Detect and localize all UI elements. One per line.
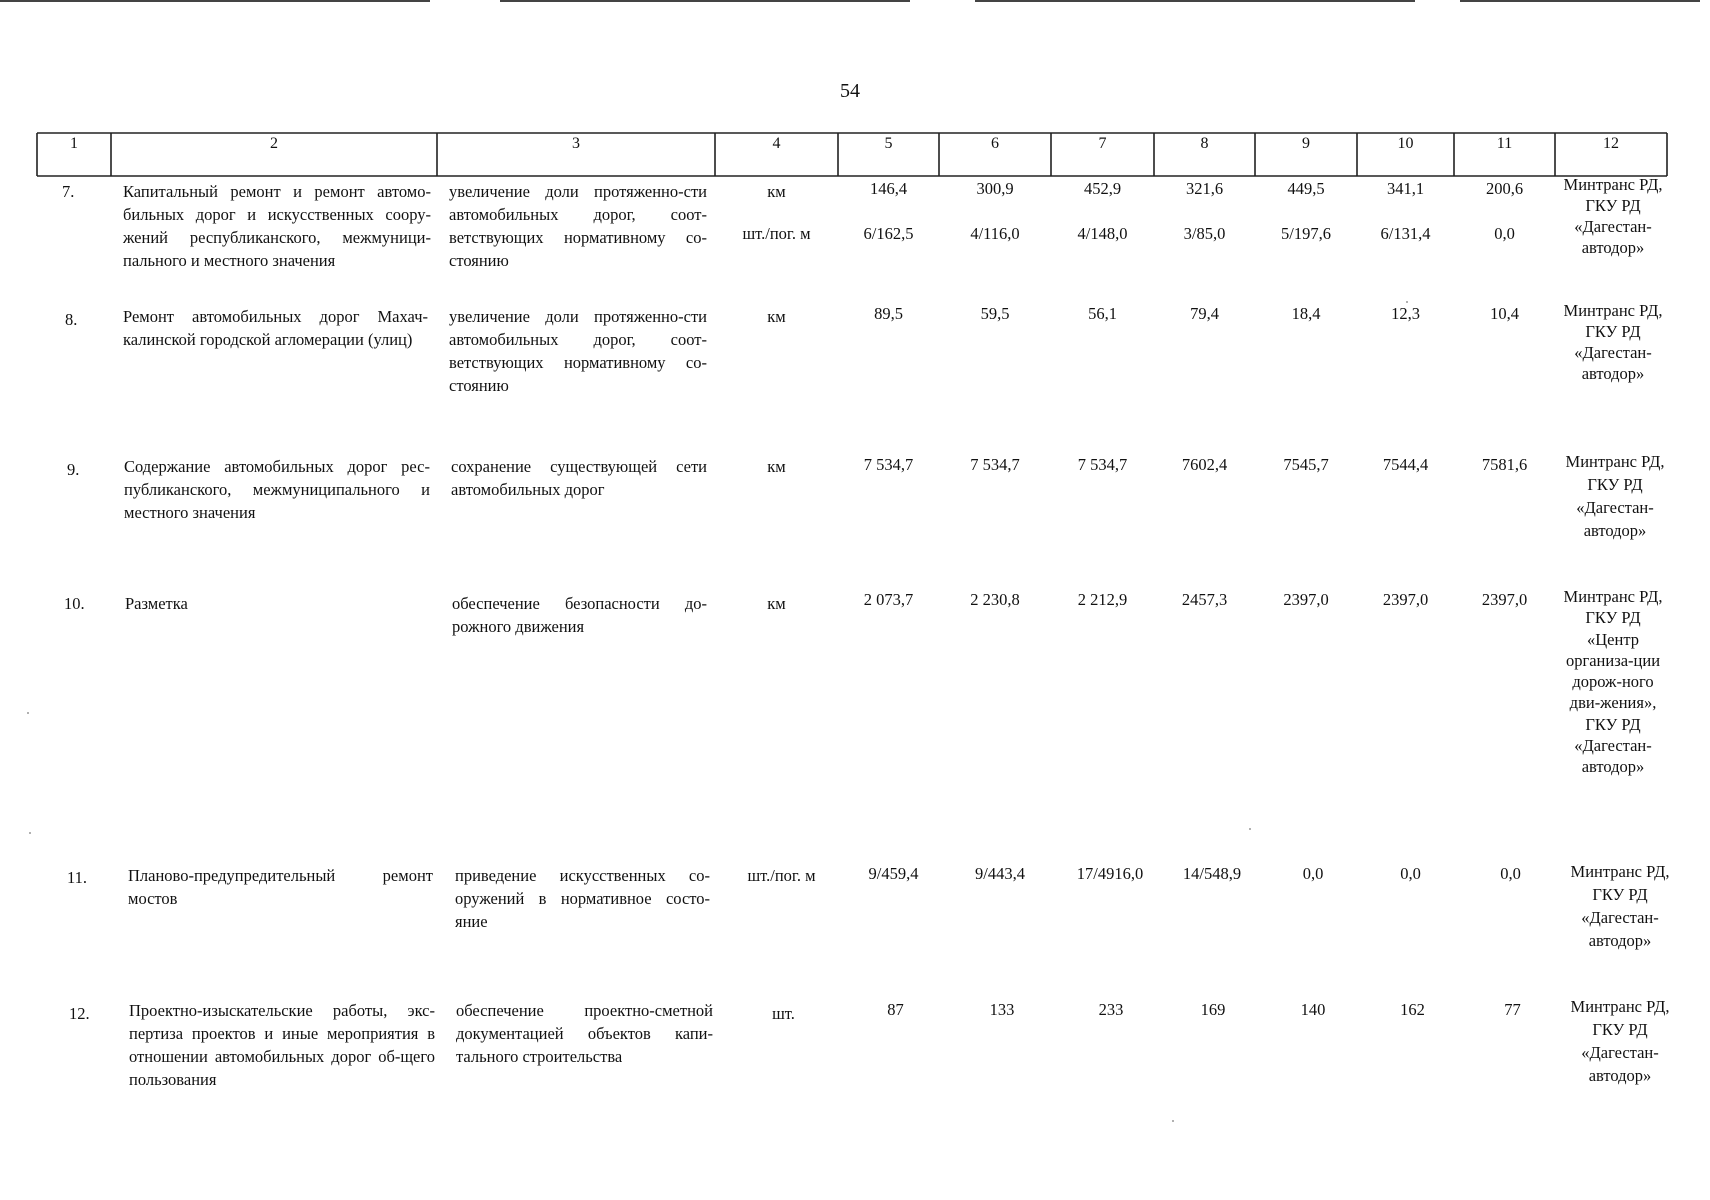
column-header-3: 3	[572, 135, 580, 152]
scan-speck	[27, 712, 29, 714]
row-goal: приведение искусственных со-оружений в нормативное состо-яние	[455, 866, 710, 931]
value-2023: 449,5	[1287, 179, 1325, 198]
value-2019: 7 534,7	[863, 455, 914, 474]
row-goal: сохранение существующей сети автомобильных дорог	[451, 457, 707, 499]
row-executor: Минтранс РД, ГКУ РД «Центр организа-ции дорож-ного дви-жения», ГКУ РД «Дагестан-автодор»	[1563, 587, 1663, 777]
row-unit: шт.	[772, 1004, 795, 1023]
value-2019: 89,5	[874, 304, 903, 323]
value-2020-secondary: 4/116,0	[970, 224, 1020, 243]
value-2019: 87	[887, 1000, 904, 1019]
value-2020: 9/443,4	[975, 864, 1025, 883]
row-number: 8.	[65, 310, 78, 329]
value-2025: 200,6	[1485, 179, 1524, 198]
row-unit: км	[767, 457, 786, 476]
column-header-7: 7	[1098, 135, 1107, 152]
scan-speck	[1249, 828, 1251, 830]
row-name: Разметка	[125, 594, 188, 613]
row-number: 7.	[62, 182, 75, 201]
row-unit: км	[767, 594, 786, 613]
scan-speck	[29, 832, 31, 834]
row-executor: Минтранс РД, ГКУ РД «Дагестан-автодор»	[1565, 452, 1665, 540]
row-name: Ремонт автомобильных дорог Махач-калинской городской агломерации (улиц)	[123, 307, 428, 349]
row-goal: обеспечение проектно-сметной документацией объектов капи-тального строительства	[456, 1001, 713, 1066]
row-unit: км	[767, 307, 786, 326]
value-2020: 7 534,7	[970, 455, 1020, 474]
row-number: 10.	[64, 594, 85, 613]
value-2020: 300,9	[976, 179, 1014, 198]
value-2022: 321,6	[1185, 179, 1224, 198]
value-2019-secondary: 6/162,5	[863, 224, 914, 243]
value-2025: 77	[1504, 1000, 1521, 1019]
value-2024: 12,3	[1391, 304, 1420, 323]
column-header-6: 6	[991, 135, 999, 152]
value-2021: 7 534,7	[1077, 455, 1128, 474]
value-2023: 0,0	[1302, 864, 1324, 883]
page-number: 54	[840, 80, 860, 102]
value-2021: 2 212,9	[1077, 590, 1128, 609]
row-number: 11.	[67, 868, 88, 887]
row-name: Капитальный ремонт и ремонт автомо-бильных дорог и искусственных соору-жений республиканского, межмуници-пального и местного значения	[123, 182, 431, 270]
row-unit-secondary: шт./пог. м	[742, 224, 811, 243]
column-header-1: 1	[70, 135, 78, 152]
row-name: Содержание автомобильных дорог рес-публиканского, межмуниципального и местного значения	[124, 457, 430, 522]
row-goal: увеличение доли протяженно-сти автомобильных дорог, соот-ветствующих нормативному со-стоянию	[449, 182, 707, 270]
row-unit: км	[767, 182, 786, 201]
value-2020: 59,5	[980, 304, 1010, 323]
value-2020: 2 230,8	[970, 590, 1020, 609]
value-2024-secondary: 6/131,4	[1380, 224, 1431, 243]
row-name: Проектно-изыскательские работы, экс-пертиза проектов и иные мероприятия в отношении автомобильных дорог об-щего пользования	[129, 1001, 435, 1089]
value-2024: 162	[1400, 1000, 1425, 1019]
value-2021: 17/4916,0	[1076, 864, 1144, 883]
column-header-5: 5	[884, 135, 893, 152]
value-2023: 7545,7	[1283, 455, 1329, 474]
value-2019: 146,4	[869, 179, 908, 198]
value-2022: 169	[1200, 1000, 1226, 1019]
value-2025: 10,4	[1490, 304, 1519, 323]
value-2024: 341,1	[1386, 179, 1425, 198]
value-2025-secondary: 0,0	[1494, 224, 1515, 243]
scan-speck	[1172, 1120, 1174, 1122]
value-2022: 2457,3	[1181, 590, 1228, 609]
row-executor: Минтранс РД, ГКУ РД «Дагестан-автодор»	[1570, 997, 1670, 1085]
column-header-12: 12	[1603, 135, 1619, 152]
value-2025: 7581,6	[1481, 455, 1528, 474]
value-2025: 0,0	[1500, 864, 1521, 883]
column-header-2: 2	[270, 135, 278, 152]
value-2024: 2397,0	[1382, 590, 1429, 609]
column-header-11: 11	[1496, 135, 1513, 152]
row-name: Планово-предупредительный ремонт мостов	[128, 866, 433, 908]
row-goal: увеличение доли протяженно-сти автомобильных дорог, соот-ветствующих нормативному со-стоянию	[449, 307, 707, 395]
column-header-9: 9	[1302, 135, 1310, 152]
row-executor: Минтранс РД, ГКУ РД «Дагестан-автодор»	[1563, 175, 1663, 257]
value-2024: 0,0	[1400, 864, 1421, 883]
value-2022-secondary: 3/85,0	[1183, 224, 1226, 243]
value-2022: 14/548,9	[1182, 864, 1242, 883]
column-header-8: 8	[1200, 135, 1209, 152]
row-executor: Минтранс РД, ГКУ РД «Дагестан-автодор»	[1563, 301, 1663, 383]
value-2023-secondary: 5/197,6	[1281, 224, 1331, 243]
row-executor: Минтранс РД, ГКУ РД «Дагестан-автодор»	[1570, 862, 1670, 950]
value-2019: 9/459,4	[868, 864, 919, 883]
row-unit: шт./пог. м	[747, 866, 816, 885]
scan-speck	[1406, 301, 1408, 303]
column-header-4: 4	[772, 135, 781, 152]
value-2023: 18,4	[1291, 304, 1321, 323]
value-2023: 140	[1300, 1000, 1326, 1019]
value-2022: 7602,4	[1181, 455, 1228, 474]
column-header-10: 10	[1397, 135, 1414, 152]
value-2021: 452,9	[1083, 179, 1122, 198]
value-2019: 2 073,7	[863, 590, 914, 609]
value-2021-secondary: 4/148,0	[1077, 224, 1128, 243]
value-2021: 56,1	[1088, 304, 1117, 323]
value-2021: 233	[1098, 1000, 1124, 1019]
value-2020: 133	[989, 1000, 1015, 1019]
row-goal: обеспечение безопасности до-рожного движения	[452, 594, 707, 636]
value-2022: 79,4	[1190, 304, 1219, 323]
row-number: 12.	[69, 1004, 90, 1023]
value-2024: 7544,4	[1382, 455, 1429, 474]
value-2023: 2397,0	[1283, 590, 1329, 609]
value-2025: 2397,0	[1481, 590, 1528, 609]
row-number: 9.	[67, 460, 80, 479]
